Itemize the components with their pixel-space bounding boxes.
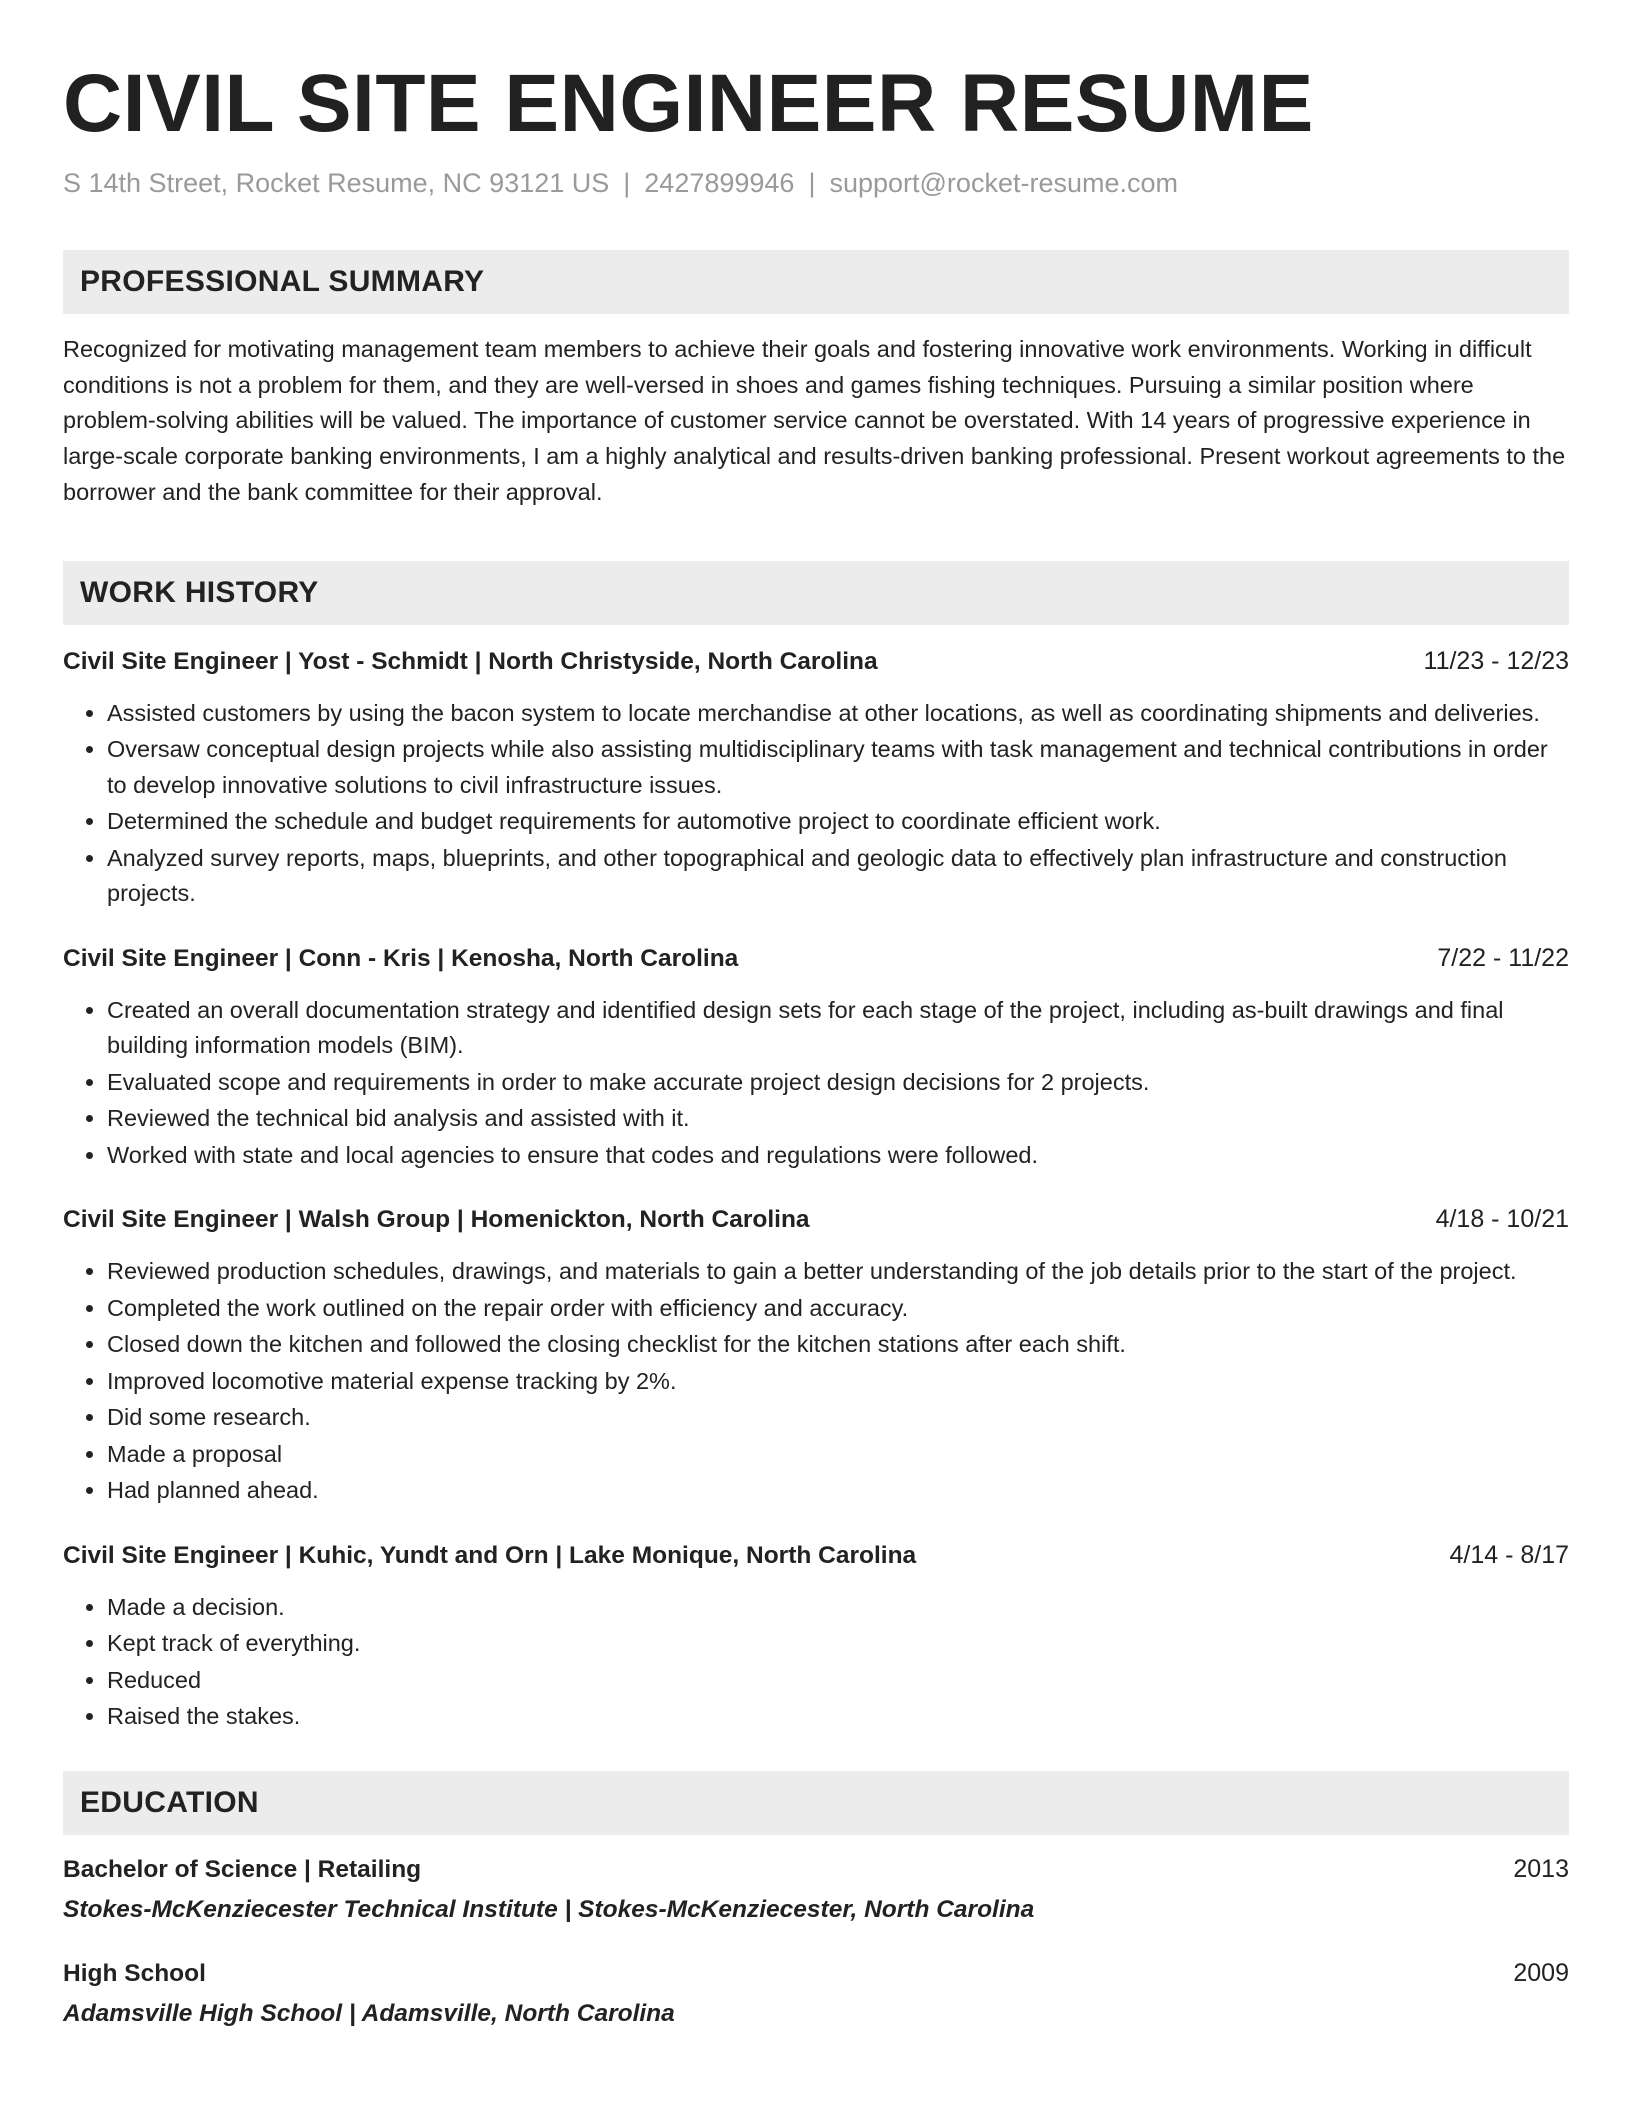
job-bullet: • Raised the stakes. [107,1699,1569,1735]
job-dates: 4/14 - 8/17 [1449,1540,1569,1569]
job-bullets [63,1254,1569,1509]
education-entry [63,1851,1569,1929]
job-bullet: • Completed the work outlined on the repair order with efficiency and accuracy. [107,1291,1569,1327]
job-title: Civil Site Engineer | Walsh Group | Homenickton, North Carolina [63,1206,810,1234]
job-bullet: • Reduced [107,1663,1569,1699]
job-entry [63,643,1569,912]
education-degree: High School [63,1959,206,1987]
work-history-heading: WORK HISTORY [63,561,1569,625]
job-bullets [63,696,1569,912]
job-bullet: • Assisted customers by using the bacon system to locate merchandise at other locations, as well as coordinating shipments and deliveries. [107,696,1569,732]
job-title: Civil Site Engineer | Conn - Kris | Kenosha, North Carolina [63,944,739,972]
job-bullet: • Made a decision. [107,1590,1569,1626]
job-bullet: • Oversaw conceptual design projects while also assisting multidisciplinary teams with task management and technical contributions in order to develop innovative solutions to civil infrastructure issues. [107,732,1569,803]
contact-separator: | [808,168,816,198]
job-bullet: • Kept track of everything. [107,1626,1569,1662]
contact-separator: | [623,168,631,198]
job-bullet: • Had planned ahead. [107,1473,1569,1509]
job-title: Civil Site Engineer | Yost - Schmidt | North Christyside, North Carolina [63,647,878,675]
contact-email: support@rocket-resume.com [829,168,1178,198]
job-entry [63,940,1569,1174]
education-school: Adamsville High School | Adamsville, North Carolina [63,1999,675,2027]
job-bullet: • Improved locomotive material expense tracking by 2%. [107,1364,1569,1400]
education-heading: EDUCATION [63,1771,1569,1835]
contact-phone: 2427899946 [644,168,795,198]
education-entry [63,1955,1569,2033]
job-entry [63,1201,1569,1509]
job-entry [63,1537,1569,1735]
job-bullet: • Analyzed survey reports, maps, blueprints, and other topographical and geologic data to effectively plan infrastructure and construction projects. [107,841,1569,912]
job-bullet: • Reviewed the technical bid analysis and assisted with it. [107,1101,1569,1137]
work-history-list [63,643,1569,1735]
job-bullet: • Made a proposal [107,1437,1569,1473]
job-dates: 4/18 - 10/21 [1435,1205,1569,1234]
job-dates: 11/23 - 12/23 [1423,646,1569,675]
job-bullet: • Did some research. [107,1400,1569,1436]
job-bullets [63,1590,1569,1735]
job-bullet: • Closed down the kitchen and followed the closing checklist for the kitchen stations after each shift. [107,1327,1569,1363]
job-bullets [63,993,1569,1174]
summary-heading: PROFESSIONAL SUMMARY [63,250,1569,314]
contact-line [63,166,1569,200]
contact-address: S 14th Street, Rocket Resume, NC 93121 US [63,168,610,198]
resume-title: CIVIL SITE ENGINEER RESUME [63,58,1314,149]
summary-text: Recognized for motivating management team members to achieve their goals and fostering innovative work environments. Working in difficult conditions is not a problem for them, and they are well-versed in shoes and games fishing techniques. Pursuing a similar position where problem-solving abilities will be valued. The importance of customer service cannot be overstated. With 14 years of progressive experience in large-scale corporate banking environments, I am a highly analytical and results-driven banking professional. Present workout agreements to the borrower and the bank committee for their approval. [63,336,1566,505]
job-bullet: • Worked with state and local agencies to ensure that codes and regulations were followed. [107,1138,1569,1174]
job-bullet: • Reviewed production schedules, drawings, and materials to gain a better understanding of the job details prior to the start of the project. [107,1254,1569,1290]
job-dates: 7/22 - 11/22 [1437,943,1569,972]
job-bullet: • Created an overall documentation strategy and identified design sets for each stage of the project, including as-built drawings and final building information models (BIM). [107,993,1569,1064]
job-bullet: • Evaluated scope and requirements in order to make accurate project design decisions for 2 projects. [107,1065,1569,1101]
job-bullet: • Determined the schedule and budget requirements for automotive project to coordinate efficient work. [107,804,1569,840]
education-degree: Bachelor of Science | Retailing [63,1855,422,1883]
education-year: 2009 [1513,1958,1569,1987]
education-year: 2013 [1513,1854,1569,1883]
job-title: Civil Site Engineer | Kuhic, Yundt and Orn | Lake Monique, North Carolina [63,1541,917,1569]
education-school: Stokes-McKenziecester Technical Institute | Stokes-McKenziecester, North Carolina [63,1895,1035,1923]
